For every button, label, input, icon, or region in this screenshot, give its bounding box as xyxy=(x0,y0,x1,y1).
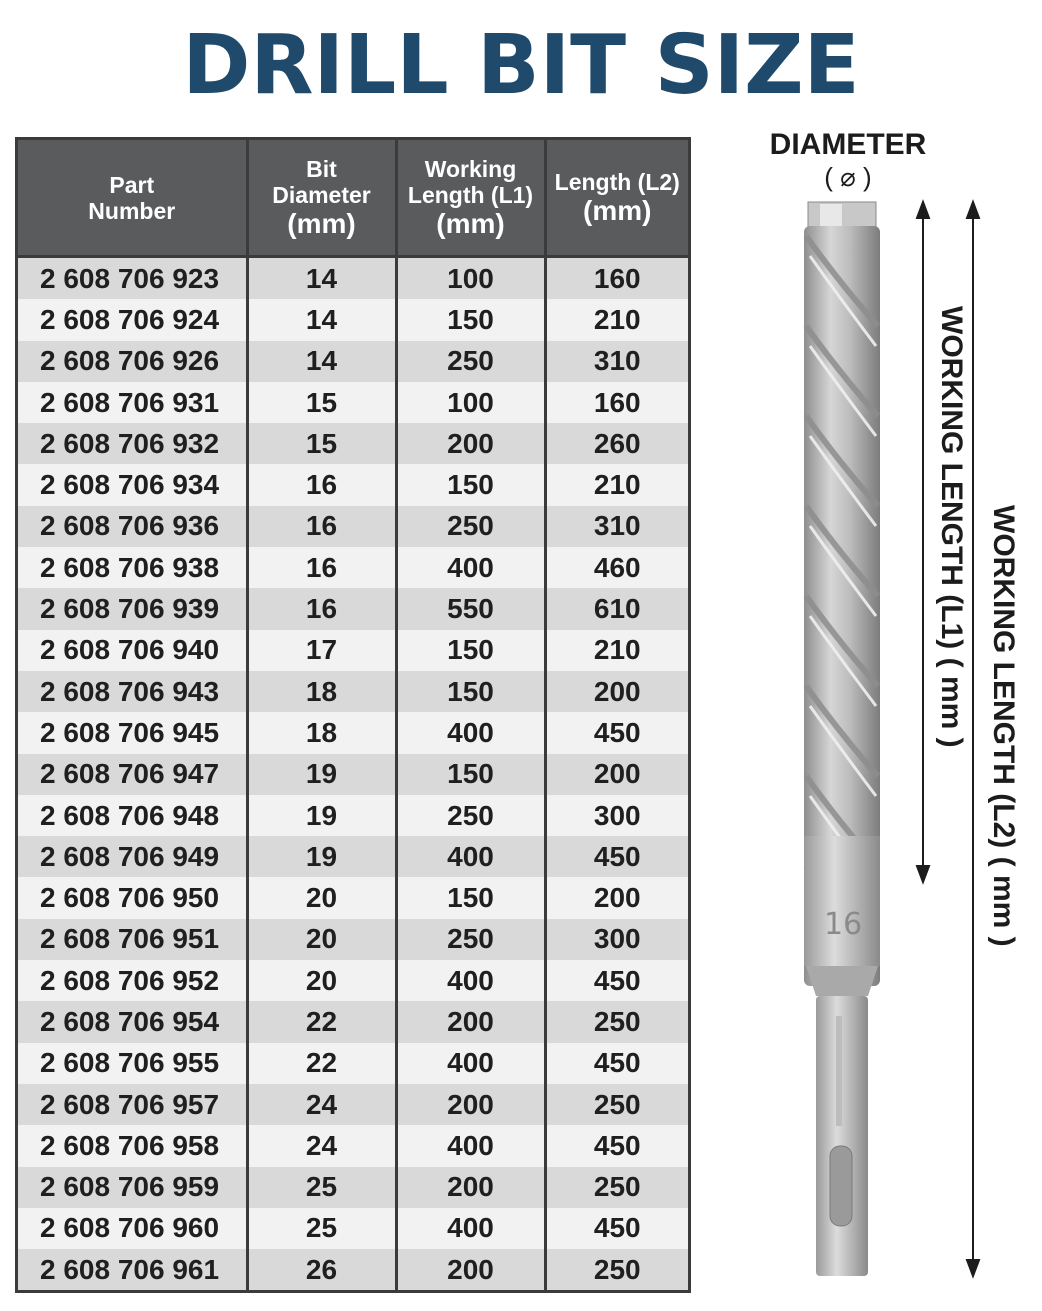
cell-bit-diameter: 19 xyxy=(247,795,396,836)
table-row xyxy=(18,712,688,753)
table-row xyxy=(18,836,688,877)
cell-working-length: 150 xyxy=(396,754,545,795)
cell-bit-diameter: 24 xyxy=(247,1125,396,1166)
shank-groove xyxy=(830,1146,852,1226)
cell-working-length: 100 xyxy=(396,257,545,300)
table-row xyxy=(18,919,688,960)
cell-working-length: 550 xyxy=(396,588,545,629)
cell-part-number: 2 608 706 960 xyxy=(18,1208,247,1249)
cell-part-number: 2 608 706 949 xyxy=(18,836,247,877)
l2-dimension-arrow xyxy=(967,202,979,1276)
cell-working-length: 150 xyxy=(396,877,545,918)
cell-bit-diameter: 18 xyxy=(247,712,396,753)
cell-part-number: 2 608 706 923 xyxy=(18,257,247,300)
cell-length-l2: 210 xyxy=(545,464,688,505)
cell-part-number: 2 608 706 932 xyxy=(18,423,247,464)
table-row xyxy=(18,795,688,836)
cell-length-l2: 450 xyxy=(545,1125,688,1166)
cell-bit-diameter: 16 xyxy=(247,588,396,629)
table-row xyxy=(18,877,688,918)
cell-working-length: 200 xyxy=(396,1084,545,1125)
cell-length-l2: 310 xyxy=(545,341,688,382)
table-row xyxy=(18,960,688,1001)
cell-working-length: 100 xyxy=(396,382,545,423)
cell-length-l2: 200 xyxy=(545,671,688,712)
cell-bit-diameter: 25 xyxy=(247,1167,396,1208)
table-row xyxy=(18,1208,688,1249)
table-row xyxy=(18,630,688,671)
cell-working-length: 200 xyxy=(396,1167,545,1208)
header-bit-diameter: Bit Diameter (mm) xyxy=(247,140,396,257)
cell-bit-diameter: 22 xyxy=(247,1043,396,1084)
table-row xyxy=(18,1125,688,1166)
cell-working-length: 400 xyxy=(396,836,545,877)
cell-working-length: 400 xyxy=(396,547,545,588)
cell-bit-diameter: 20 xyxy=(247,960,396,1001)
cell-length-l2: 210 xyxy=(545,299,688,340)
table-row xyxy=(18,506,688,547)
cell-length-l2: 450 xyxy=(545,1208,688,1249)
cell-part-number: 2 608 706 955 xyxy=(18,1043,247,1084)
cell-working-length: 400 xyxy=(396,1208,545,1249)
cell-part-number: 2 608 706 952 xyxy=(18,960,247,1001)
cell-bit-diameter: 18 xyxy=(247,671,396,712)
cell-length-l2: 450 xyxy=(545,1043,688,1084)
cell-bit-diameter: 14 xyxy=(247,299,396,340)
diameter-symbol: ( ⌀ ) xyxy=(824,162,872,192)
cell-bit-diameter: 26 xyxy=(247,1249,396,1290)
cell-bit-diameter: 17 xyxy=(247,630,396,671)
table-row xyxy=(18,257,688,300)
cell-working-length: 400 xyxy=(396,712,545,753)
l1-dimension-arrow xyxy=(917,202,929,882)
cell-part-number: 2 608 706 943 xyxy=(18,671,247,712)
cell-bit-diameter: 19 xyxy=(247,836,396,877)
cell-part-number: 2 608 706 940 xyxy=(18,630,247,671)
table-row xyxy=(18,341,688,382)
cell-length-l2: 450 xyxy=(545,960,688,1001)
cell-length-l2: 250 xyxy=(545,1249,688,1290)
cell-length-l2: 260 xyxy=(545,423,688,464)
cell-length-l2: 610 xyxy=(545,588,688,629)
cell-part-number: 2 608 706 951 xyxy=(18,919,247,960)
working-length-l1-label: WORKING LENGTH (L1) ( mm ) xyxy=(935,306,968,748)
header-working-length: Working Length (L1) (mm) xyxy=(396,140,545,257)
table-row xyxy=(18,382,688,423)
cell-part-number: 2 608 706 938 xyxy=(18,547,247,588)
table-row xyxy=(18,754,688,795)
cell-part-number: 2 608 706 948 xyxy=(18,795,247,836)
cell-bit-diameter: 14 xyxy=(247,257,396,300)
cell-bit-diameter: 19 xyxy=(247,754,396,795)
table-row xyxy=(18,1249,688,1290)
table-header-row xyxy=(18,140,688,257)
table-row xyxy=(18,1167,688,1208)
page-title: DRILL BIT SIZE xyxy=(182,18,860,113)
working-length-l2-label: WORKING LENGTH (L2) ( mm ) xyxy=(987,505,1020,947)
cell-length-l2: 450 xyxy=(545,712,688,753)
cell-working-length: 200 xyxy=(396,423,545,464)
cell-length-l2: 160 xyxy=(545,257,688,300)
cell-working-length: 250 xyxy=(396,919,545,960)
table-row xyxy=(18,671,688,712)
table-row xyxy=(18,299,688,340)
cell-part-number: 2 608 706 947 xyxy=(18,754,247,795)
cell-bit-diameter: 22 xyxy=(247,1001,396,1042)
cell-bit-diameter: 14 xyxy=(247,341,396,382)
table-row xyxy=(18,588,688,629)
cell-part-number: 2 608 706 934 xyxy=(18,464,247,505)
cell-part-number: 2 608 706 939 xyxy=(18,588,247,629)
cell-length-l2: 300 xyxy=(545,919,688,960)
cell-length-l2: 250 xyxy=(545,1167,688,1208)
table-row xyxy=(18,1043,688,1084)
cell-working-length: 200 xyxy=(396,1249,545,1290)
table-row xyxy=(18,547,688,588)
cell-part-number: 2 608 706 945 xyxy=(18,712,247,753)
cell-part-number: 2 608 706 950 xyxy=(18,877,247,918)
cell-bit-diameter: 24 xyxy=(247,1084,396,1125)
cell-working-length: 400 xyxy=(396,1043,545,1084)
cell-length-l2: 200 xyxy=(545,877,688,918)
cell-length-l2: 300 xyxy=(545,795,688,836)
cell-length-l2: 310 xyxy=(545,506,688,547)
cell-length-l2: 160 xyxy=(545,382,688,423)
cell-length-l2: 200 xyxy=(545,754,688,795)
cell-working-length: 150 xyxy=(396,630,545,671)
cell-bit-diameter: 16 xyxy=(247,506,396,547)
shank-marking: 16 xyxy=(824,907,863,942)
cell-length-l2: 210 xyxy=(545,630,688,671)
cell-part-number: 2 608 706 954 xyxy=(18,1001,247,1042)
table-row xyxy=(18,1084,688,1125)
header-part-number: Part Number xyxy=(18,140,247,257)
cell-part-number: 2 608 706 926 xyxy=(18,341,247,382)
drill-size-table xyxy=(15,137,691,1293)
cell-bit-diameter: 15 xyxy=(247,423,396,464)
cell-bit-diameter: 15 xyxy=(247,382,396,423)
cell-working-length: 400 xyxy=(396,1125,545,1166)
cell-working-length: 250 xyxy=(396,795,545,836)
cell-working-length: 400 xyxy=(396,960,545,1001)
cell-working-length: 150 xyxy=(396,464,545,505)
cell-working-length: 150 xyxy=(396,671,545,712)
diameter-label: DIAMETER xyxy=(769,128,927,161)
cell-bit-diameter: 25 xyxy=(247,1208,396,1249)
cell-working-length: 250 xyxy=(396,506,545,547)
cell-part-number: 2 608 706 961 xyxy=(18,1249,247,1290)
cell-length-l2: 450 xyxy=(545,836,688,877)
cell-working-length: 150 xyxy=(396,299,545,340)
cell-working-length: 200 xyxy=(396,1001,545,1042)
cell-length-l2: 250 xyxy=(545,1084,688,1125)
cell-length-l2: 250 xyxy=(545,1001,688,1042)
header-length-l2: Length (L2) (mm) xyxy=(545,140,688,257)
cell-length-l2: 460 xyxy=(545,547,688,588)
cell-part-number: 2 608 706 957 xyxy=(18,1084,247,1125)
cell-part-number: 2 608 706 959 xyxy=(18,1167,247,1208)
cell-bit-diameter: 16 xyxy=(247,547,396,588)
cell-part-number: 2 608 706 924 xyxy=(18,299,247,340)
cell-bit-diameter: 20 xyxy=(247,919,396,960)
cell-part-number: 2 608 706 936 xyxy=(18,506,247,547)
size-table xyxy=(18,140,688,1290)
cell-part-number: 2 608 706 958 xyxy=(18,1125,247,1166)
table-row xyxy=(18,423,688,464)
table-row xyxy=(18,464,688,505)
cell-part-number: 2 608 706 931 xyxy=(18,382,247,423)
cell-bit-diameter: 16 xyxy=(247,464,396,505)
table-row xyxy=(18,1001,688,1042)
cell-working-length: 250 xyxy=(396,341,545,382)
cell-bit-diameter: 20 xyxy=(247,877,396,918)
